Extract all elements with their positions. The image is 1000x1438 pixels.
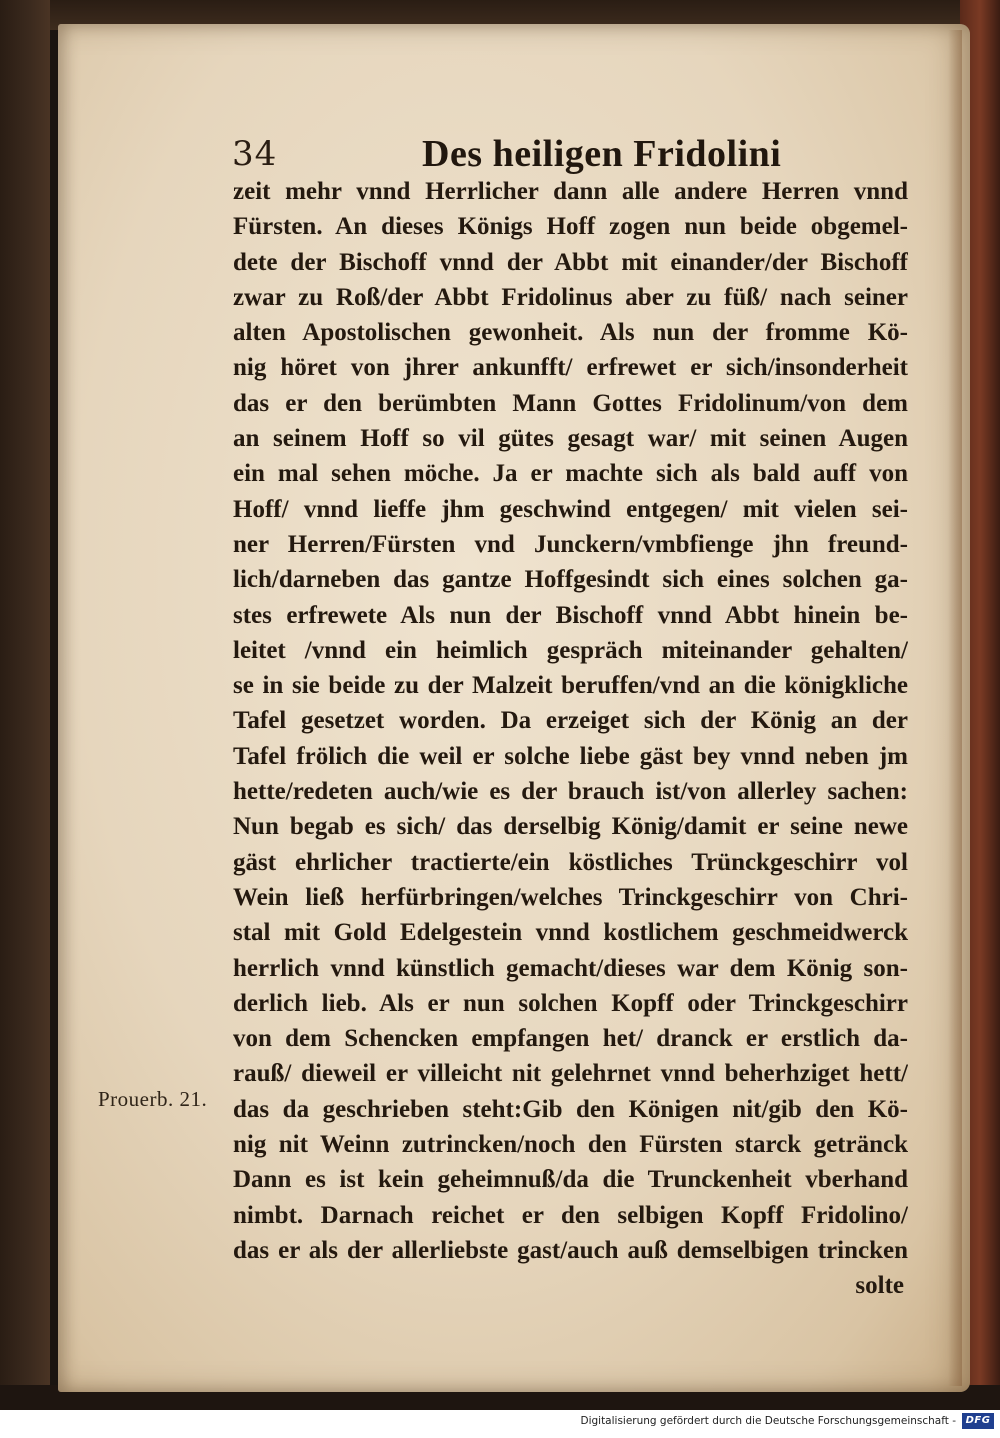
body-text [233, 174, 908, 1304]
text-line: das er als der allerliebste gast/auch auß demselbigen trincken [233, 1236, 908, 1264]
text-line: Hoff/ vnnd lieffe jhm geschwind entgegen/ mit vielen sei- [233, 495, 908, 523]
text-line: derlich lieb. Als er nun solchen Kopff oder Trinckgeschirr [233, 989, 908, 1017]
catchword: solte [855, 1272, 904, 1300]
text-line: von dem Schencken empfangen het/ dranck er erstlich da- [233, 1025, 908, 1053]
text-line: zwar zu Roß/der Abbt Fridolinus aber zu füß/ nach seiner [233, 283, 908, 311]
text-line: hette/redeten auch/wie es der brauch ist/von allerley sachen: [233, 778, 908, 806]
text-line: an seinem Hoff so vil gütes gesagt war/ mit seinen Augen [233, 425, 908, 453]
text-line: Nun begab es sich/ das derselbig König/damit er seine newe [233, 813, 908, 841]
text-line: rauß/ dieweil er villeicht nit gelehrnet vnnd beherhziget hett/ [233, 1060, 908, 1088]
text-line: alten Apostolischen gewonheit. Als nun der fromme Kö- [233, 319, 908, 347]
text-line: das da geschrieben steht:Gib den Königen nit/gib den Kö- [233, 1095, 908, 1123]
text-line: das er den berümbten Mann Gottes Fridolinum/von dem [233, 389, 908, 417]
running-title: Des heiligen Fridolini [422, 133, 782, 175]
text-line: Fürsten. An dieses Königs Hoff zogen nun beide obgemel- [233, 213, 908, 241]
text-line: ner Herren/Fürsten vnd Junckern/vmbfienge jhn freund- [233, 530, 908, 558]
text-line: stes erfrewete Als nun der Bischoff vnnd Abbt hinein be- [233, 601, 908, 629]
footer-bar [0, 1410, 1000, 1438]
text-line: nig nit Weinn zutrincken/noch den Fürsten starck getränck [233, 1131, 908, 1159]
text-line: leitet /vnnd ein heimlich gespräch miteinander gehalten/ [233, 636, 908, 664]
text-line: gäst ehrlicher tractierte/ein köstliches Trünckgeschirr vol [233, 848, 908, 876]
text-line: Tafel gesetzet worden. Da erzeiget sich der König an der [233, 707, 908, 735]
paper-edge-shadow [948, 30, 962, 1386]
funding-credit: Digitalisierung gefördert durch die Deutsche Forschungsgemeinschaft - [580, 1415, 956, 1427]
text-line: stal mit Gold Edelgestein vnnd kostlichem geschmeidwerck [233, 919, 908, 947]
text-line: Wein ließ herfürbringen/welches Trinckgeschirr von Chri- [233, 883, 908, 911]
text-line: Tafel frölich die weil er solche liebe gäst bey vnnd neben jm [233, 742, 908, 770]
marginal-note: Prouerb. 21. [98, 1087, 208, 1111]
text-line: Dann es ist kein geheimnuß/da die Trunckenheit vberhand [233, 1166, 908, 1194]
text-line: ein mal sehen möche. Ja er machte sich als bald auff von [233, 460, 908, 488]
page-number: 34 [232, 134, 278, 174]
text-line: herrlich vnnd künstlich gemacht/dieses war dem König son- [233, 954, 908, 982]
text-line: zeit mehr vnnd Herrlicher dann alle andere Herren vnnd [233, 178, 908, 205]
text-line: se in sie beide zu der Malzeit beruffen/vnd an die königkliche [233, 672, 908, 700]
text-line: dete der Bischoff vnnd der Abbt mit einander/der Bischoff [233, 248, 908, 276]
text-line: lich/darneben das gantze Hoffgesindt sich eines solchen ga- [233, 566, 908, 594]
text-line: nimbt. Darnach reichet er den selbigen Kopff Fridolino/ [233, 1201, 908, 1229]
book-cover-left [0, 0, 50, 1410]
text-line: nig höret von jhrer ankunfft/ erfrewet er sich/insonderheit [233, 354, 908, 382]
dfg-logo-icon: DFG [962, 1413, 994, 1429]
